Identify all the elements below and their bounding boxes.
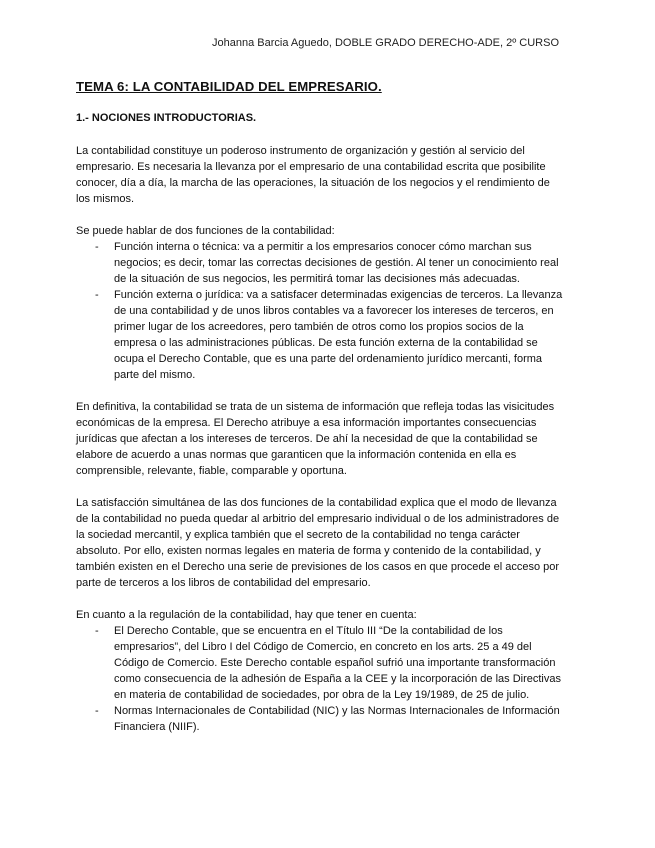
paragraph-regulation-lead: En cuanto a la regulación de la contabilidad, hay que tener en cuenta:: [76, 609, 417, 621]
list-item-function-internal: - Función interna o técnica: va a permitir a los empresarios conocer cómo marchan sus negocios; es decir, tomar las correctas decisiones de gestión. Al tener un conocimiento real de la situación de sus negocios, les permitirá tomar las decisiones más adecuadas.: [76, 239, 566, 287]
paragraph-intro: La contabilidad constituye un poderoso instrumento de organización y gestión al servicio del empresario. Es necesaria la llevanza por el empresario de una contabilidad escrita que posibilite conocer, día a día, la marcha de las operaciones, la situación de los negocios y el rendimiento de los mismos.: [76, 145, 550, 205]
page-header: Johanna Barcia Aguedo, DOBLE GRADO DERECHO-ADE, 2º CURSO: [212, 37, 559, 49]
regulation-list: [76, 623, 566, 735]
paragraph-definition: En definitiva, la contabilidad se trata de un sistema de información que refleja todas las visicitudes económicas de la empresa. El Derecho atribuye a esa información importantes consecuencias jurídicas que afectan a los intereses de terceros. De ahí la necesidad de que la contabilidad se elabore de acuerdo a unas normas que garanticen que la información contenida en ella es comprensible, relevante, fiable, comparable y oportuna.: [76, 401, 555, 477]
paragraph-satisfaction: La satisfacción simultánea de las dos funciones de la contabilidad explica que el modo de llevanza de la contabilidad no pueda quedar al arbitrio del empresario individual o de los administradores de la sociedad mercantil, y explica también que el secreto de la contabilidad no tenga carácter absoluto. Por ello, existen normas legales en materia de forma y contenido de la contabilidad, y también existen en el Derecho una serie de previsiones de los casos en que procede el acceso por parte de terceros a los libros de contabilidad del empresario.: [76, 497, 560, 589]
document-title: TEMA 6: LA CONTABILIDAD DEL EMPRESARIO.: [76, 79, 382, 94]
list-item-derecho-contable: - El Derecho Contable, que se encuentra en el Título III “De la contabilidad de los empresarios”, del Libro I del Código de Comercio, en concreto en los arts. 25 a 49 del Código de Comercio. Este Derecho contable español sufrió una importante transformación como consecuencia de la adhesión de España a la CEE y la incorporación de las Directivas en materia de contabilidad de sociedades, por obra de la Ley 19/1989, de 25 de julio.: [76, 623, 566, 703]
document-body: [76, 143, 566, 751]
paragraph-functions-lead: Se puede hablar de dos funciones de la contabilidad:: [76, 225, 335, 237]
list-item-function-external: - Función externa o jurídica: va a satisfacer determinadas exigencias de terceros. La llevanza de una contabilidad y de unos libros contables va a favorecer los intereses de terceros, en primer lugar de los acreedores, pero también de otros como los propios socios de la empresa o las administraciones públicas. De esta función externa de la contabilidad se ocupa el Derecho Contable, que es una parte del ordenamiento jurídico mercanti, forma parte del mismo.: [76, 287, 566, 383]
list-item-nic-niif: - Normas Internacionales de Contabilidad (NIC) y las Normas Internacionales de Información Financiera (NIIF).: [76, 703, 566, 735]
section-heading: 1.- NOCIONES INTRODUCTORIAS.: [76, 112, 257, 124]
functions-list: [76, 239, 566, 383]
